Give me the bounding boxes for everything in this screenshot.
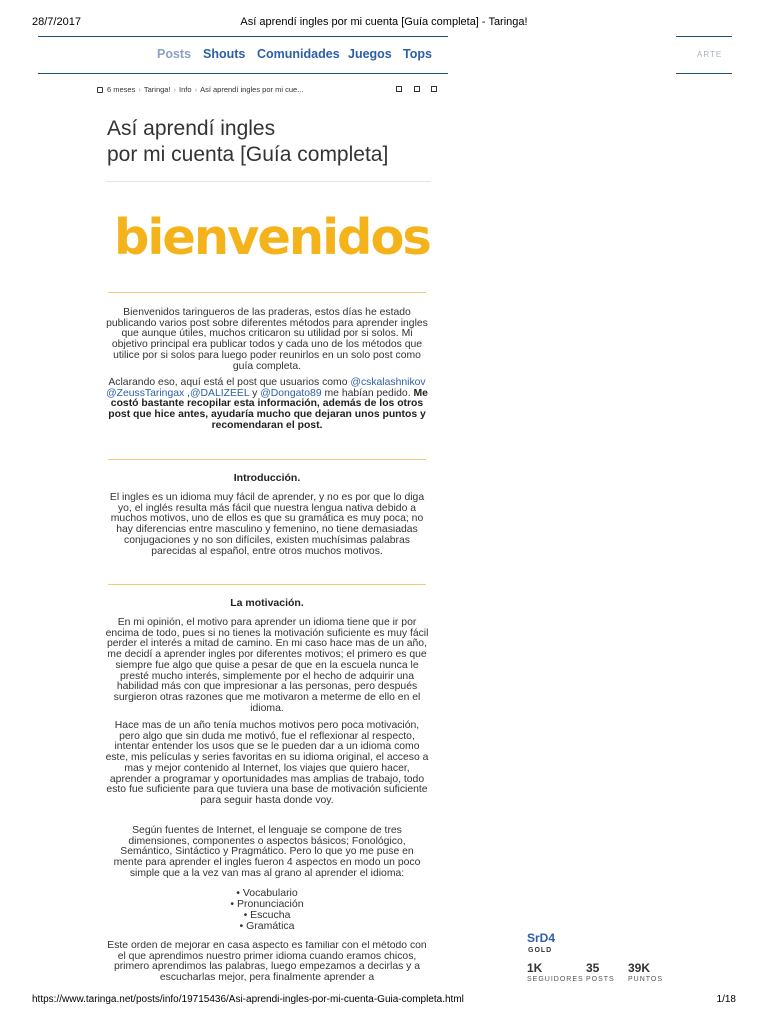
nav-tops[interactable]: Tops (403, 47, 432, 61)
navbar-top-border (38, 36, 448, 37)
post-title-line1: Así aprendí ingles (107, 117, 276, 140)
breadcrumb-current: Así aprendí ingles por mi cue... (200, 85, 304, 94)
list-item: • Pronunciación (230, 898, 304, 910)
stat-label: SEGUIDORES (527, 976, 584, 983)
mention-link[interactable]: @ZeussTaringax (106, 387, 185, 399)
mention-link[interactable]: @cskalashnikov (350, 377, 426, 388)
stat-label: POSTS (586, 976, 615, 983)
divider (108, 584, 426, 585)
stat-value: 39K (628, 961, 651, 975)
share-label[interactable]: ARTE (697, 50, 723, 59)
divider (108, 459, 426, 460)
section-paragraph: Según fuentes de Internet, el lenguaje se compone de tres dimensiones, componentes o aspectos básicos; Fonológico, Semántico, Sintáctico y Pragmático. Pero lo que yo me puse en mente para aprender el ingles fueron 4 aspectos en modo un poco simple que a la vez van mas al grano al aprender el idioma: (113, 825, 421, 879)
author-name[interactable]: SrD4 (527, 931, 556, 945)
breadcrumb-info[interactable]: Info (179, 85, 192, 94)
conjunction: y (252, 387, 258, 399)
share-top-border (676, 36, 732, 37)
section-paragraph: El ingles es un idioma muy fácil de aprender, y no es por que lo diga yo, el inglés resulta más fácil que nuestra lengua nativa debido a muchos motivos, uno de ellos es que su gramática es muy poca; no hay diferencias entre masculino y femenino, no tiene demasiadas conjugaciones y no son difíciles, existen muchísimas palabras parecidas al español, entre otros muchos motivos. (109, 492, 425, 557)
share-icon[interactable] (414, 86, 420, 92)
stat-label: PUNTOS (628, 976, 664, 983)
nav-comunidades[interactable]: Comunidades (257, 47, 340, 61)
navbar-bottom-border (38, 73, 448, 74)
print-title: Así aprendí ingles por mi cuenta [Guía completa] - Taringa! (240, 16, 528, 28)
report-icon[interactable] (431, 86, 437, 92)
list-item: • Gramática (239, 920, 295, 932)
stat-posts (586, 961, 615, 983)
clock-icon (97, 87, 103, 93)
post-title-line2: por mi cuenta [Guía completa] (107, 143, 389, 166)
post-title (107, 116, 437, 168)
list-item: • Vocabulario (236, 887, 298, 899)
nav-posts[interactable]: Posts (157, 47, 192, 61)
breadcrumb: 6 meses › Taringa! › Info › Así aprendí ingles por mi cue... (97, 85, 303, 97)
breadcrumb-taringa[interactable]: Taringa! (143, 85, 171, 94)
banner-text: bienvenidos (114, 209, 430, 266)
post-age: 6 meses (107, 85, 136, 94)
print-page-number: 1/18 (716, 994, 736, 1005)
section-title: Introducción. (233, 472, 301, 484)
section-paragraph: Este orden de mejorar en casa aspecto es familiar con el método con el que aprendimos nuestro primer idioma cuando eramos chicos, primero aprendimos las palabras, luego empezamos a decirlas y a escucharlas mejor, pera finalmente aprender a (107, 941, 427, 984)
author-rank: GOLD (528, 947, 553, 954)
list-item: • Escucha (243, 909, 291, 921)
title-divider (106, 181, 431, 182)
stat-value: 1K (527, 961, 543, 975)
intro-text: Aclarando eso, aquí está el post que usuarios como (108, 377, 348, 388)
print-url: https://www.taringa.net/posts/info/19715436/Asi-aprendi-ingles-por-mi-cuenta-Guia-completa.html (32, 994, 464, 1005)
intro-bold-text: Me costó bastante recopilar esta información, además de los otros post que hice antes, ayudaría mucho que dejaran unos puntos y recomendaran el post. (108, 387, 428, 431)
print-footer (32, 994, 736, 1010)
aspects-list (105, 888, 429, 932)
section-title: La motivación. (230, 597, 304, 609)
share-bottom-border (676, 73, 732, 74)
section-paragraph: Hace mas de un año tenía muchos motivos pero poca motivación, pero algo que sin duda me motivó, fue el reflexionar al respecto, intentar entender los usos que se le pueden dar a un idioma como este, mis películas y series favoritas en su idioma original, el acceso a mas y mejor contenido al Internet, los viajes que quiero hacer, aprender a programar y oportunidades mas amplias de trabajo, todo esto fue suficiente para que tuviera una base de motivación suficiente para seguir hasta donde voy. (105, 720, 429, 806)
stat-value: 35 (586, 961, 600, 975)
nav-shouts[interactable]: Shouts (203, 47, 246, 61)
print-date: 28/7/2017 (32, 16, 81, 28)
print-header (32, 16, 736, 32)
intro-text: me habían pedido. (324, 387, 411, 399)
divider (108, 292, 426, 293)
favorite-icon[interactable] (396, 86, 402, 92)
intro-paragraph-2: Aclarando eso, aquí está el post que usuarios como @cskalashnikov @ZeussTaringax ,@DALIZEEL y @Dongato89 me habían pedido. Me costó bastante recopilar esta información, además de los otros post que hice antes, ayudaría mucho que dejaran unos puntos y recomendaran el post. (106, 377, 428, 431)
intro-paragraph: Bienvenidos taringueros de las praderas, estos días he estado publicando varios post sobre diferentes métodos para aprender ingles que aunque útiles, muchos criticaron su utilidad por si solos. Mi objetivo principal era publicar todos y cada uno de los métodos que utilice por si solos para luego poder reunirlos en un solo post como guía completa. (106, 307, 428, 372)
stat-points (628, 961, 663, 983)
section-paragraph: En mi opinión, el motivo para aprender un idioma tiene que ir por encima de todo, pues si no tienes la motivación suficiente es muy fácil perder el interés a mitad de camino. En mi caso hace mas de un año, me decidí a aprender ingles por diferentes motivos; el primero es que siempre fue algo que quise a pesar de que en la escuela nunca le presté mucho interés, simplemente por el hecho de adquirir una habilidad más con que impresionar a las personas, pero después surgieron otras razones que me motivaron a meterme de ello en el idioma. (105, 617, 429, 714)
stat-followers (527, 961, 584, 983)
welcome-banner (114, 209, 430, 266)
nav-juegos[interactable]: Juegos (348, 47, 392, 61)
mention-link[interactable]: @DALIZEEL (189, 387, 250, 399)
mention-link[interactable]: @Dongato89 (260, 387, 322, 399)
